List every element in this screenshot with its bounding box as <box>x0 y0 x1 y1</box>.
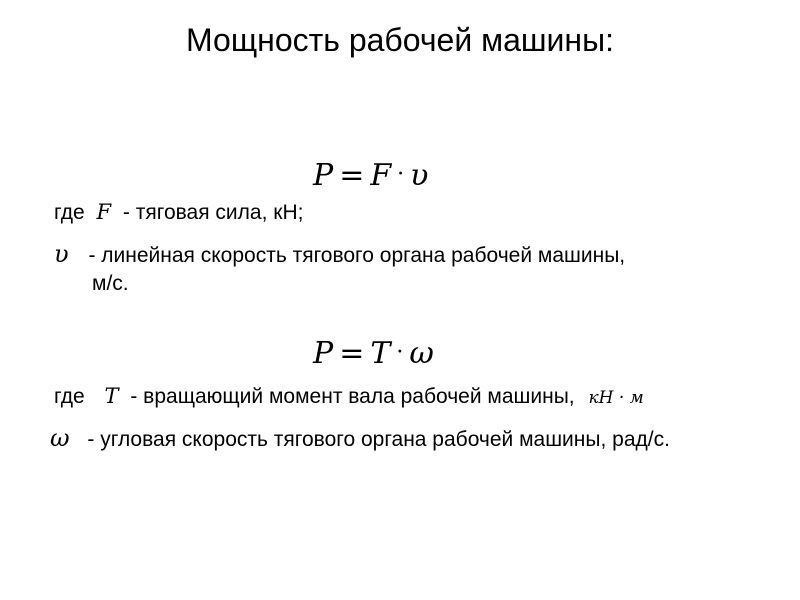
formula2-angular-velocity: ω <box>409 336 434 371</box>
definition-force <box>54 200 303 225</box>
definition-angular-velocity <box>50 424 670 452</box>
force-symbol: F <box>96 200 112 224</box>
angular-velocity-symbol: ω <box>50 424 70 452</box>
force-description: - тяговая сила, кН; <box>122 201 304 224</box>
formula-power-linear <box>313 158 428 193</box>
where-label: где <box>54 385 85 408</box>
formula2-equals: = <box>339 336 365 371</box>
torque-symbol: T <box>104 384 119 408</box>
torque-unit: кН · м <box>588 388 644 408</box>
formula1-force: F <box>370 158 392 193</box>
formula-power-rotational <box>313 336 434 371</box>
velocity-unit: м/с. <box>92 272 129 295</box>
formula1-equals: = <box>339 158 365 193</box>
formula1-dot: · <box>397 162 405 187</box>
formula1-velocity: υ <box>410 158 429 193</box>
definition-velocity-continued <box>92 272 129 296</box>
formula2-lhs: P <box>313 336 334 371</box>
definition-torque <box>54 384 644 409</box>
formula1-lhs: P <box>313 158 334 193</box>
definition-velocity <box>54 240 625 268</box>
where-label: где <box>54 201 85 224</box>
angular-velocity-description: - угловая скорость тягового органа рабочей машины, рад/с. <box>87 428 670 451</box>
formula2-torque: T <box>370 336 391 371</box>
velocity-symbol: υ <box>54 240 69 268</box>
formula2-dot: · <box>396 340 404 365</box>
torque-description: - вращающий момент вала рабочей машины, <box>130 385 575 408</box>
page-title: Мощность рабочей машины: <box>186 22 614 58</box>
velocity-description: - линейная скорость тягового органа рабочей машины, <box>88 244 626 267</box>
